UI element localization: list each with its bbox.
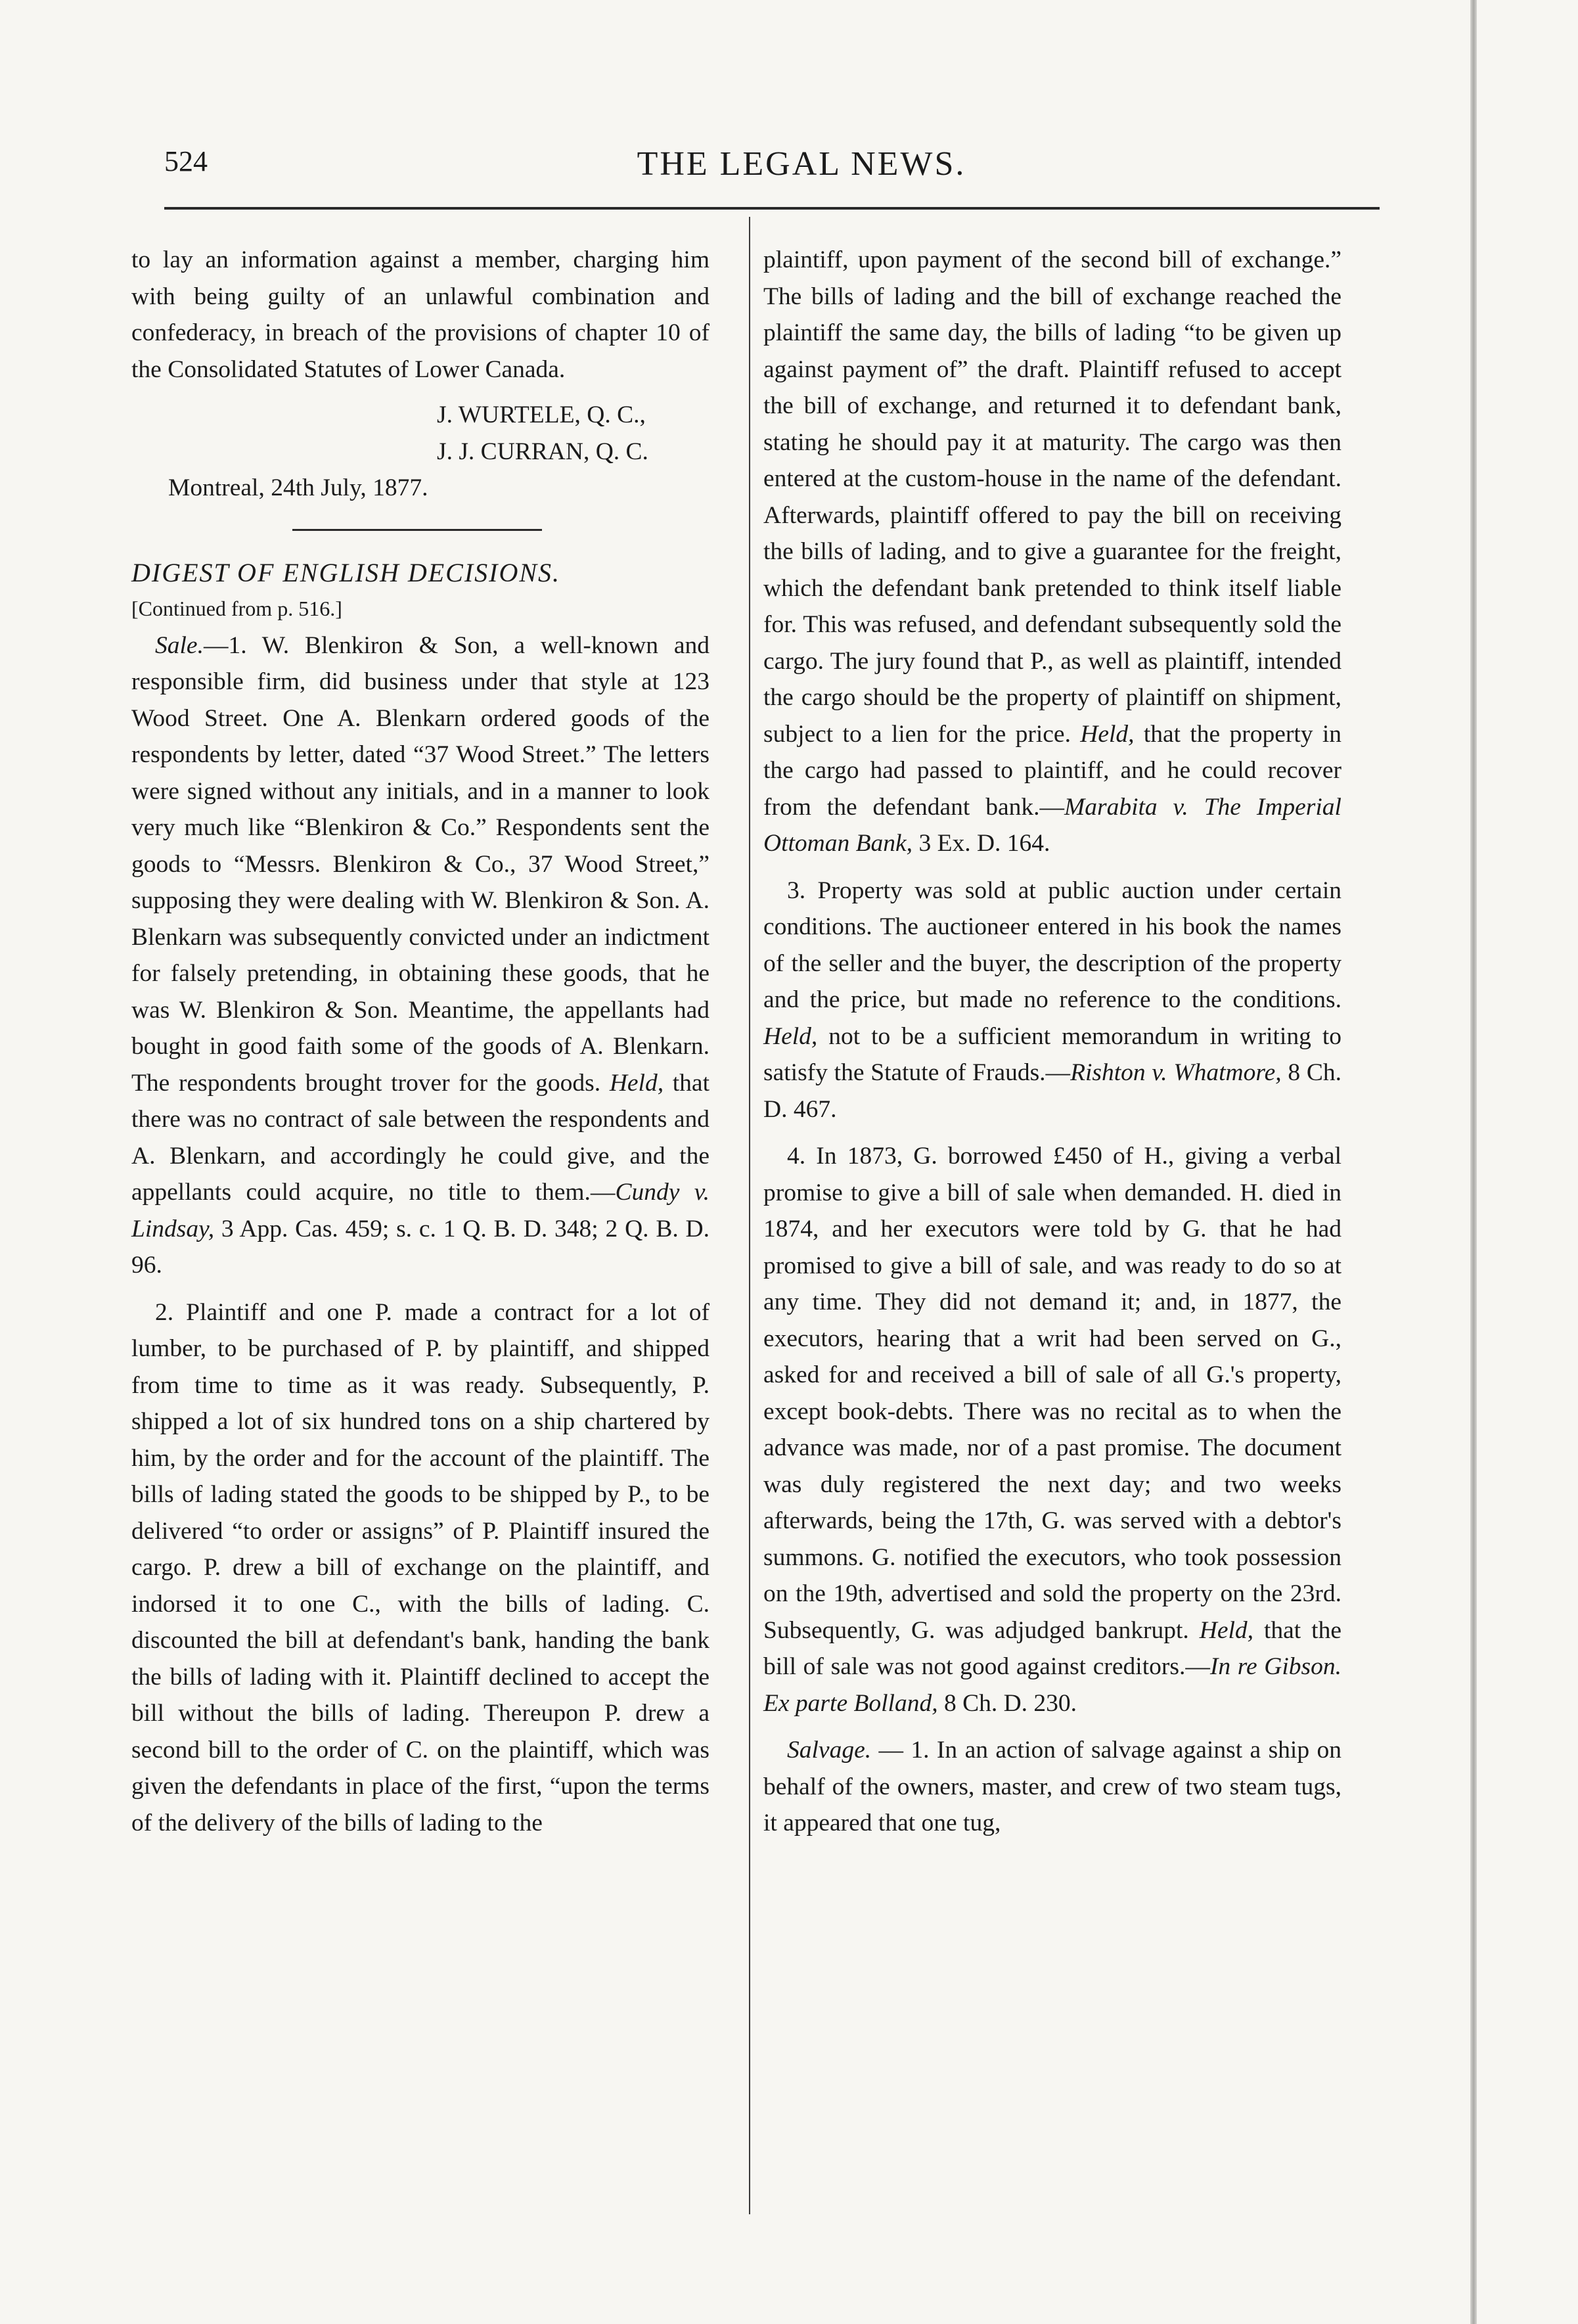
- case-2-cont-body: plaintiff, upon payment of the second bill of exchange.” The bills of lading and the bill of exchange reached the plaintiff the same day, the bills of lading “to be given up against payment of” the draft. Plaintiff refused to accept the bill of exchange, and returned it to defendant bank, stating he should pay it at maturity. The cargo was then entered at the custom-house in the name of the defendant. Afterwards, plaintiff offered to pay the bill on receiving the bills of lading, and to give a guarantee for the freight, which the defendant bank pretended to think itself liable for. This was refused, and defendant subsequently sold the cargo. The jury found that P., as well as plaintiff, intended the cargo should be the property of plaintiff on shipment, subject to a lien for the price.: [763, 246, 1341, 748]
- header-rule: [164, 207, 1380, 210]
- case-4-citation-ref: 8 Ch. D. 230.: [937, 1689, 1077, 1717]
- case-2-continuation: [763, 242, 1341, 862]
- case-3-citation-name: Rishton v. Whatmore,: [1070, 1059, 1282, 1086]
- case-1-rest: that there was no contract of sale between the respondents and A. Blenkarn, and accordingly he could give, and the appellants could acquire, no title to them.—: [131, 1069, 710, 1206]
- case-3-held: Held,: [763, 1022, 818, 1050]
- case-2-rest: that the property in the cargo had passed to plaintiff, and he could recover from the defendant bank.—: [763, 720, 1341, 821]
- case-3-rest: not to be a sufficient memorandum in writing to satisfy the Statute of Frauds.—: [763, 1022, 1341, 1086]
- section-heading: DIGEST OF ENGLISH DECISIONS.: [131, 557, 561, 587]
- case-3-body: 3. Property was sold at public auction under certain conditions. The auctioneer entered in his book the names of the seller and the buyer, the description of the property and the price, but made no reference to the conditions.: [763, 877, 1341, 1013]
- case-1-body: —1. W. Blenkiron & Son, a well-known and responsible firm, did business under that style at 123 Wood Street. One A. Blenkarn ordered goods of the respondents by letter, dated “37 Wood Street.” The letters were signed without any initials, and in a manner to look very much like “Blenkiron & Co.” Respondents sent the goods to “Messrs. Blenkiron & Co., 37 Wood Street,” supposing they were dealing with W. Blenkiron & Son. A. Blenkarn was subsequently convicted under an indictment for falsely pretending, in obtaining these goods, that he was W. Blenkiron & Son. Meantime, the appellants had bought in good faith some of the goods of A. Blenkarn. The respondents brought trover for the goods.: [131, 631, 710, 1097]
- dateline: Montreal, 24th July, 1877.: [168, 474, 428, 501]
- salvage-paragraph: [763, 1732, 1341, 1842]
- signatory-1: J. WURTELE, Q. C.,: [437, 401, 646, 428]
- case-1-held: Held,: [609, 1069, 664, 1097]
- case-2-citation-name: Marabita v. The Imperial Ottoman Bank,: [763, 793, 1341, 857]
- case-1-label: Sale.: [155, 631, 204, 659]
- left-column: [131, 242, 710, 1841]
- signature-block: [131, 397, 710, 507]
- case-4-citation-name: In re Gibson. Ex parte Bolland,: [763, 1653, 1341, 1717]
- column-divider: [749, 217, 750, 2214]
- signatory-2: J. J. CURRAN, Q. C.: [437, 438, 648, 465]
- continued-note: [Continued from p. 516.]: [131, 597, 342, 620]
- case-4-body: 4. In 1873, G. borrowed £450 of H., giving a verbal promise to give a bill of sale when demanded. H. died in 1874, and her executors were told by G. that he had promised to give a bill of sale, and was ready to do so at any time. They did not demand it; and, in 1877, the executors, hearing that a writ had been served on G., asked for and received a bill of sale of all G.'s property, except book-debts. There was no recital as to when the advance was made, nor of a past promise. The document was duly registered the next day; and two weeks afterwards, being the 17th, G. was served with a debtor's summons. G. notified the executors, who took possession on the 19th, advertised and sold the property on the 23rd. Subsequently, G. was adjudged bankrupt.: [763, 1143, 1341, 1644]
- case-2-paragraph: 2. Plaintiff and one P. made a contract for a lot of lumber, to be purchased of P. by plaintiff, and shipped from time to time as it was ready. Subsequently, P. shipped a lot of six hundred tons on a ship chartered by him, by the order and for the account of the plaintiff. The bills of lading stated the goods to be shipped by P., to be delivered “to order or assigns” of P. Plaintiff insured the cargo. P. drew a bill of exchange on the plaintiff, and indorsed it to one C., with the bills of lading. C. discounted the bill at defendant's bank, handing the bank the bills of lading with it. Plaintiff declined to accept the bill without the bills of lading. Thereupon P. drew a second bill to the order of C. on the plaintiff, which was given the defendants in place of the first, “upon the terms of the delivery of the bills of lading to the: [131, 1298, 710, 1836]
- case-4-rest: that the bill of sale was not good against creditors.—: [763, 1616, 1341, 1680]
- binding-edge-shadow: [1470, 0, 1477, 2324]
- page-header: [164, 145, 1380, 197]
- case-4-paragraph: [763, 1138, 1341, 1721]
- case-2-held: Held,: [1080, 720, 1135, 748]
- case-1-citation-name: Cundy v. Lindsay,: [131, 1179, 710, 1242]
- case-4-held: Held,: [1199, 1616, 1254, 1644]
- salvage-body: — 1. In an action of salvage against a ship on behalf of the owners, master, and crew of two steam tugs, it appeared that one tug,: [763, 1737, 1341, 1836]
- running-title: THE LEGAL NEWS.: [637, 145, 966, 183]
- case-1-citation-ref: 3 App. Cas. 459; s. c. 1 Q. B. D. 348; 2 Q. B. D. 96.: [131, 1215, 710, 1279]
- right-column: [763, 242, 1341, 1842]
- page-number: 524: [164, 145, 208, 177]
- case-3-citation-ref: 8 Ch. D. 467.: [763, 1059, 1341, 1123]
- intro-paragraph: to lay an information against a member, charging him with being guilty of an unlawful combination and confederacy, in breach of the provisions of chapter 10 of the Consolidated Statutes of Lower Canada.: [131, 246, 710, 383]
- section-rule: [292, 529, 542, 531]
- case-2-citation-ref: 3 Ex. D. 164.: [913, 830, 1050, 857]
- salvage-label: Salvage.: [787, 1737, 872, 1764]
- case-1-paragraph: [131, 627, 710, 1284]
- case-3-paragraph: [763, 873, 1341, 1128]
